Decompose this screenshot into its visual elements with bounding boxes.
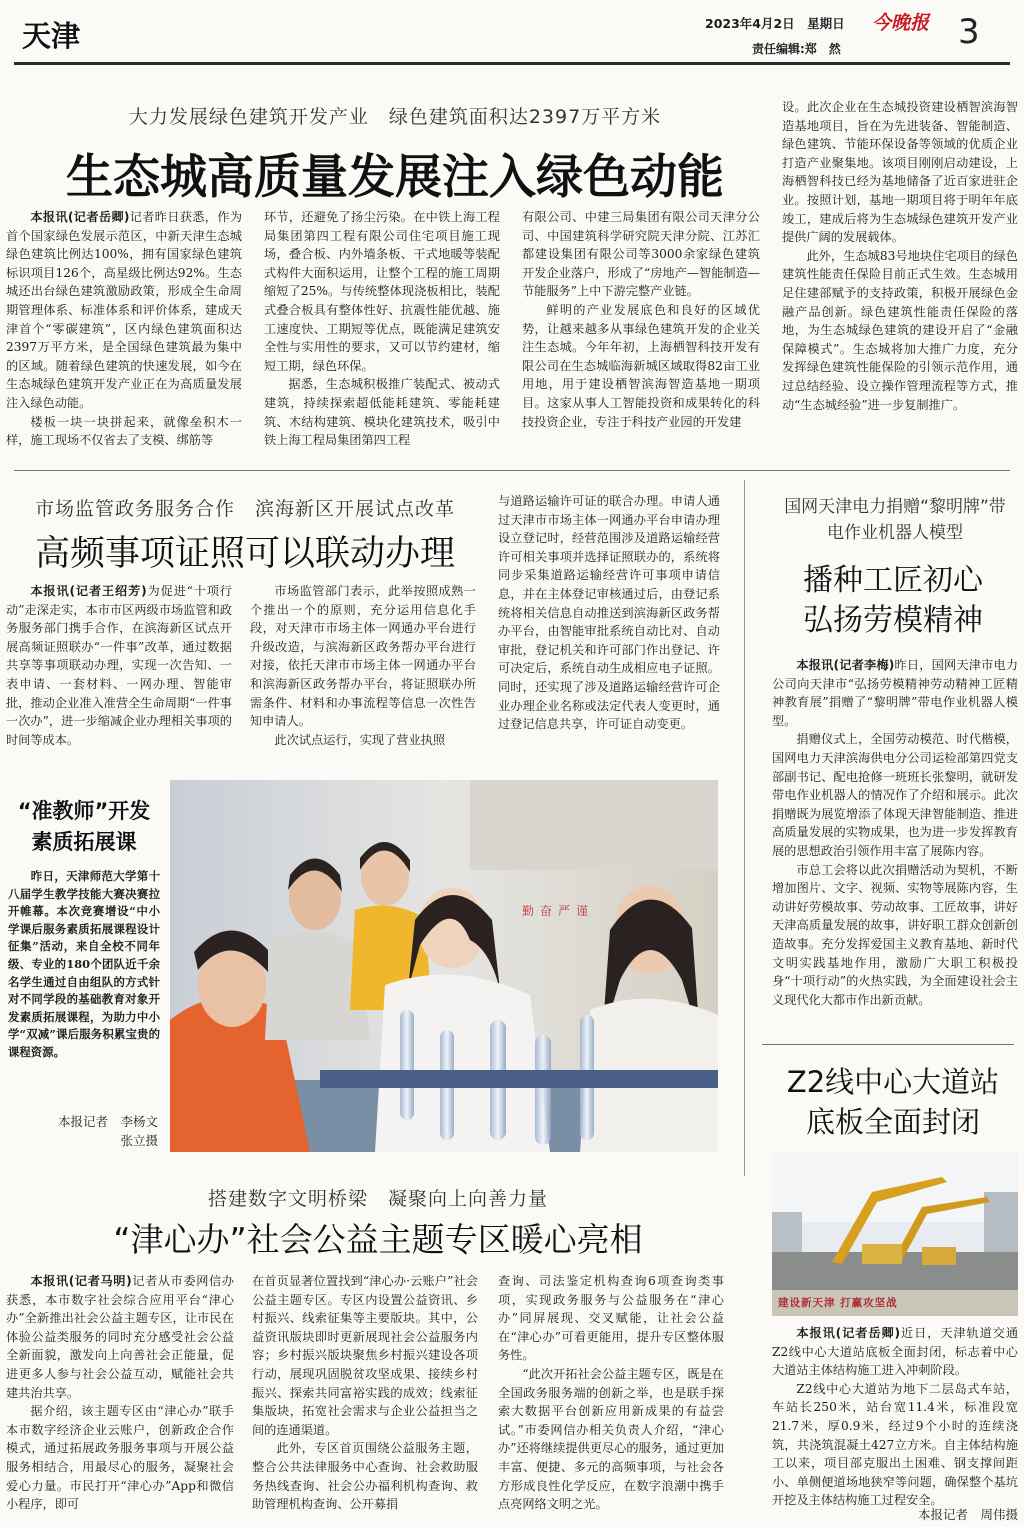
article5-col3: 查询、司法鉴定机构查询6项查询类事项，实现政务服务与公益服务在“津心办”同屏展现、交叉赋能，让社会公益在“津心办”可看更能用，提升专区整体服务性。 “此次开拓社会公益主题专区，既是在全国政务服务端的创新之举，也是联手探索大数据平台创新应用新成果的有益尝试。”市委网信办相关负责人介绍，“津心办”还将继续提供更尽心的服务，通过更加丰富、便捷、多元的高频事项，与社会各方形成良性化学反应，在数字浪潮中携手点亮网络文明之光。 <box>498 1274 724 1512</box>
article3-title-line2: 弘扬劳模精神 <box>803 603 983 638</box>
article1-col4: 设。此次企业在生态城投资建设栖智滨海智造基地项目，旨在为先进装备、智能制造、绿色建筑、节能环保设备等领域的优质企业打造产业聚集地。该项目刚刚启动建设，上海栖智科技已经为基地储备了近百家进驻企业。按照计划，基地一期项目将于明年年底竣工，建成后将为生态城绿色建筑开发产业提供广阔的发展载体。 此外，生态城83号地块住宅项目的绿色建筑性能责任保险目前正式生效。生态城用足住建部赋予的支持政策，积极开展绿色金融产品创新。绿色建筑性能责任保险的落地，为生态城绿色建筑的建设开启了“金融保障模式”。生态城将加大推广力度，充分发挥绿色建筑性能保险的引领示范作用，通过总结经验、设立操作管理流程等方式，推动“生态城经验”进一步复制推广。 <box>782 100 1018 412</box>
article2-kicker: 市场监管政务服务合作 滨海新区开展试点改革 <box>34 498 455 520</box>
article4-title-line2: 底板全面封闭 <box>805 1105 980 1139</box>
wall-banner-text: 勤奋严谨 <box>522 904 595 918</box>
construction-photo <box>772 1152 1018 1316</box>
article4-credit: 本报记者 周伟摄 <box>917 1507 1018 1522</box>
article2-col1: 本报讯(记者王绍芳)为促进“十项行动”走深走实，本市市区两级市场监管和政务服务部门携手合作，在滨海新区试点开展高频证照联办“一件事”改革，通过数据共享等事项联动办理，实现一次告知、一表申请、一套材料、一网办理、智能审批，推动企业准入准营全生命周期“一件事一次办”，进一步缩减企业办理相关事项的时间等成本。 <box>6 584 232 747</box>
article4-lead: 本报讯(记者岳卿) <box>796 1326 901 1340</box>
article4-body: 本报讯(记者岳卿)近日，天津轨道交通Z2线中心大道站底板全面封闭，标志着中心大道站主体结构施工进入冲刺阶段。 Z2线中心大道站为地下二层岛式车站，车站长250米，站台宽11.4米，标准段宽21.7米，厚0.9米，经过9个小时的连续浇筑，共浇筑混凝土427立方米。自主体结构施工以来，项目部克服出土困难、钢支撑间距小、单侧便道场地狭窄等问题，确保整个基坑开挖及主体结构施工过程安全。 <box>772 1326 1019 1508</box>
masthead-logo: 今晚报 <box>872 12 930 34</box>
section-rule-1 <box>14 470 1010 471</box>
article5-kicker: 搭建数字文明桥梁 凝聚向上向善力量 <box>207 1188 548 1210</box>
photo-story-title-line2: 素质拓展课 <box>31 830 137 854</box>
header-rule <box>14 62 1010 65</box>
page-number: 3 <box>958 12 980 52</box>
article2-lead: 本报讯(记者王绍芳) <box>30 584 147 598</box>
photo-story-caption: 昨日，天津师范大学第十八届学生教学技能大赛决赛拉开帷幕。本次竞赛增设“中小学课后服务素质拓展课程设计征集”活动，来自全校不同年级、专业的180个团队近千余名学生通过自由组队的方式针对不同学段的基础教育对象开发素质拓展课程，为助力中小学“双减”课后服务积累宝贵的课程资源。 <box>8 869 160 1059</box>
article2-col3: 与道路运输许可证的联合办理。申请人通过天津市市场主体一网通办平台申请办理设立登记时，经营范围涉及道路运输经营许可相关事项并选择证照联办的，系统将同步采集道路运输经营许可事项申请信息，并在主体登记审核通过后，由登记系统将相关信息自动推送到滨海新区政务帮办平台，由智能审批系统自动比对、自动审批，登记机关和许可部门作出登记、许可决定后，系统自动生成相应电子证照。同时，还实现了涉及道路运输经营许可企业办理企业名称或法定代表人变更时，通过登记信息共享，许可证自动变更。 <box>498 494 720 732</box>
editor-credit: 责任编辑:郑 然 <box>752 42 841 56</box>
article1-col2: 环节，还避免了扬尘污染。在中铁上海工程局集团第四工程有限公司住宅项目施工现场，叠合板、内外墙条板、干式地暖等装配式构件大面积运用，让整个工程的施工周期缩短了25%。与传统整体现浇板相比，装配式叠合板具有整体性好、抗震性能优越、施工速度快、工期短等优点，既能满足建筑安全性与实用性的要求，又可以节约建材，缩短工期，绿色环保。 据悉，生态城积极推广装配式、被动式建筑，持续探索超低能耗建筑、零能耗建筑、木结构建筑、模块化建筑技术，吸引中铁上海工程局集团第四工程 <box>264 210 500 448</box>
article4-title-line1: Z2线中心大道站 <box>786 1065 1000 1099</box>
article3-title-line1: 播种工匠初心 <box>803 563 983 598</box>
article2-title: 高频事项证照可以联动办理 <box>34 534 455 574</box>
article1-col1: 本报讯(记者岳卿)记者昨日获悉，作为首个国家绿色发展示范区，中新天津生态城绿色建筑比例达100%，拥有国家绿色建筑标识项目126个，高星级比例达92%。生态城还出台绿色建筑激励政策，形成全生命周期管理体系、标准体系和评价体系，建成天津首个“零碳建筑”，区内绿色建筑面积达2397万平方米，是全国绿色建筑最为集中的区域。随着绿色建筑的快速发展，如今在生态城绿色建筑开发产业正在为高质量发展注入绿色动能。 楼板一块一块拼起来，就像垒积木一样，施工现场不仅省去了支模、绑筋等 <box>6 210 243 448</box>
article3-body: 本报讯(记者李梅)昨日，国网天津市电力公司向天津市“弘扬劳模精神劳动精神工匠精神教育展”捐赠了“黎明牌”带电作业机器人模型。 捐赠仪式上，全国劳动模范、时代楷模，国网电力天津滨海供电分公司运检部第四党支部副书记、配电抢修一班班长张黎明，就研发带电作业机器人的情况作了介绍和展示。此次捐赠既为展览增添了体现天津智能制造、推进高质量发展的实物成果，也为进一步发挥教育展的思想政治引领作用丰富了展陈内容。 市总工会将以此次捐赠活动为契机，不断增加图片、文字、视频、实物等展陈内容，生动讲好劳模故事、劳动故事、工匠故事，讲好天津高质量发展的故事，讲好职工群众创新创造故事。充分发挥爱国主义教育基地、新时代文明实践基地作用，激励广大职工积极投身“十项行动”的火热实践，为全面建设社会主义现代化大都市作出新贡献。 <box>772 658 1019 1007</box>
article1-lead: 本报讯(记者岳卿) <box>30 210 130 224</box>
article5-lead: 本报讯(记者马明) <box>30 1274 132 1288</box>
photo-story-credit-2: 张立摄 <box>120 1133 158 1148</box>
students-photo <box>170 780 718 1152</box>
article5-col1: 本报讯(记者马明)记者从市委网信办获悉，本市数字社会综合应用平台“津心办”全新推出社会公益主题专区，让市民在体验公益类服务的同时充分感受社会公益全新面貌，激发向上向善社会正能量，促进更多人参与社会公益互动，赋能社会共建共治共享。 据介绍，该主题专区由“津心办”联手本市数字经济企业云账户，创新政企合作模式，通过拓展政务服务事项与开展公益服务相结合，用最尽心的服务，凝聚社会爱心力量。市民打开“津心办”App和微信小程序，即可 <box>6 1274 234 1512</box>
article1-kicker: 大力发展绿色建筑开发产业 绿色建筑面积达2397万平方米 <box>128 106 662 128</box>
article2-col2: 市场监管部门表示，此举按照成熟一个推出一个的原则，充分运用信息化手段，对天津市市场主体一网通办平台进行升级改造，与滨海新区政务帮办平台进行对接，依托天津市市场主体一网通办平台和滨海新区政务帮办平台，将证照联办所需条件、材料和办事流程等信息一次性告知申请人。 此次试点运行，实现了营业执照 <box>250 584 476 747</box>
section-name: 天津 <box>22 19 81 53</box>
photo-story-credit-1: 本报记者 李杨文 <box>57 1114 158 1129</box>
section-rule-2 <box>762 1044 1014 1045</box>
photo-story-title-line1: “准教师”开发 <box>17 799 151 823</box>
article5-title: “津心办”社会公益主题专区暖心亮相 <box>113 1220 643 1259</box>
article1-col3: 有限公司、中建三局集团有限公司天津分公司、中国建筑科学研究院天津分院、江苏汇都建设集团有限公司等3000余家绿色建筑开发企业落户，形成了“房地产—智能制造—节能服务”上中下游完整产业链。 鲜明的产业发展底色和良好的区域优势，让越来越多从事绿色建筑开发的企业关注生态城。今年年初，上海栖智科技开发有限公司在生态城临海新城区域取得82亩工业用地，用于建设栖智滨海智造基地一期项目。这家从事人工智能投资和成果转化的科技投资企业，专注于科技产业园的开发建 <box>522 210 760 429</box>
construction-banner-text: 建设新天津 打赢攻坚战 <box>778 1297 898 1309</box>
article1-title: 生态城高质量发展注入绿色动能 <box>66 150 724 205</box>
column-divider <box>744 480 745 1176</box>
article3-kicker: 国网天津电力捐赠“黎明牌”带电作业机器人模型 <box>784 497 1006 543</box>
issue-date: 2023年4月2日 星期日 <box>705 16 845 31</box>
article5-col2: 在首页显著位置找到“津心办·云账户”社会公益主题专区。专区内设置公益资讯、乡村振兴、线索征集等主要版块。其中，公益资讯版块即时更新展现社会公益服务内容；乡村振兴版块聚焦乡村振兴建设各项行动，展现巩固脱贫攻坚成果、接续乡村振兴、探索共同富裕实践的成效；线索征集版块，拓宽社会需求与企业公益担当之间的连通渠道。 此外，专区首页围绕公益服务主题，整合公共法律服务中心查询、社会救助服务热线查询、社会公办福利机构查询、救助管理机构查询、公开募捐 <box>252 1274 478 1512</box>
article3-lead: 本报讯(记者李梅) <box>796 658 895 672</box>
